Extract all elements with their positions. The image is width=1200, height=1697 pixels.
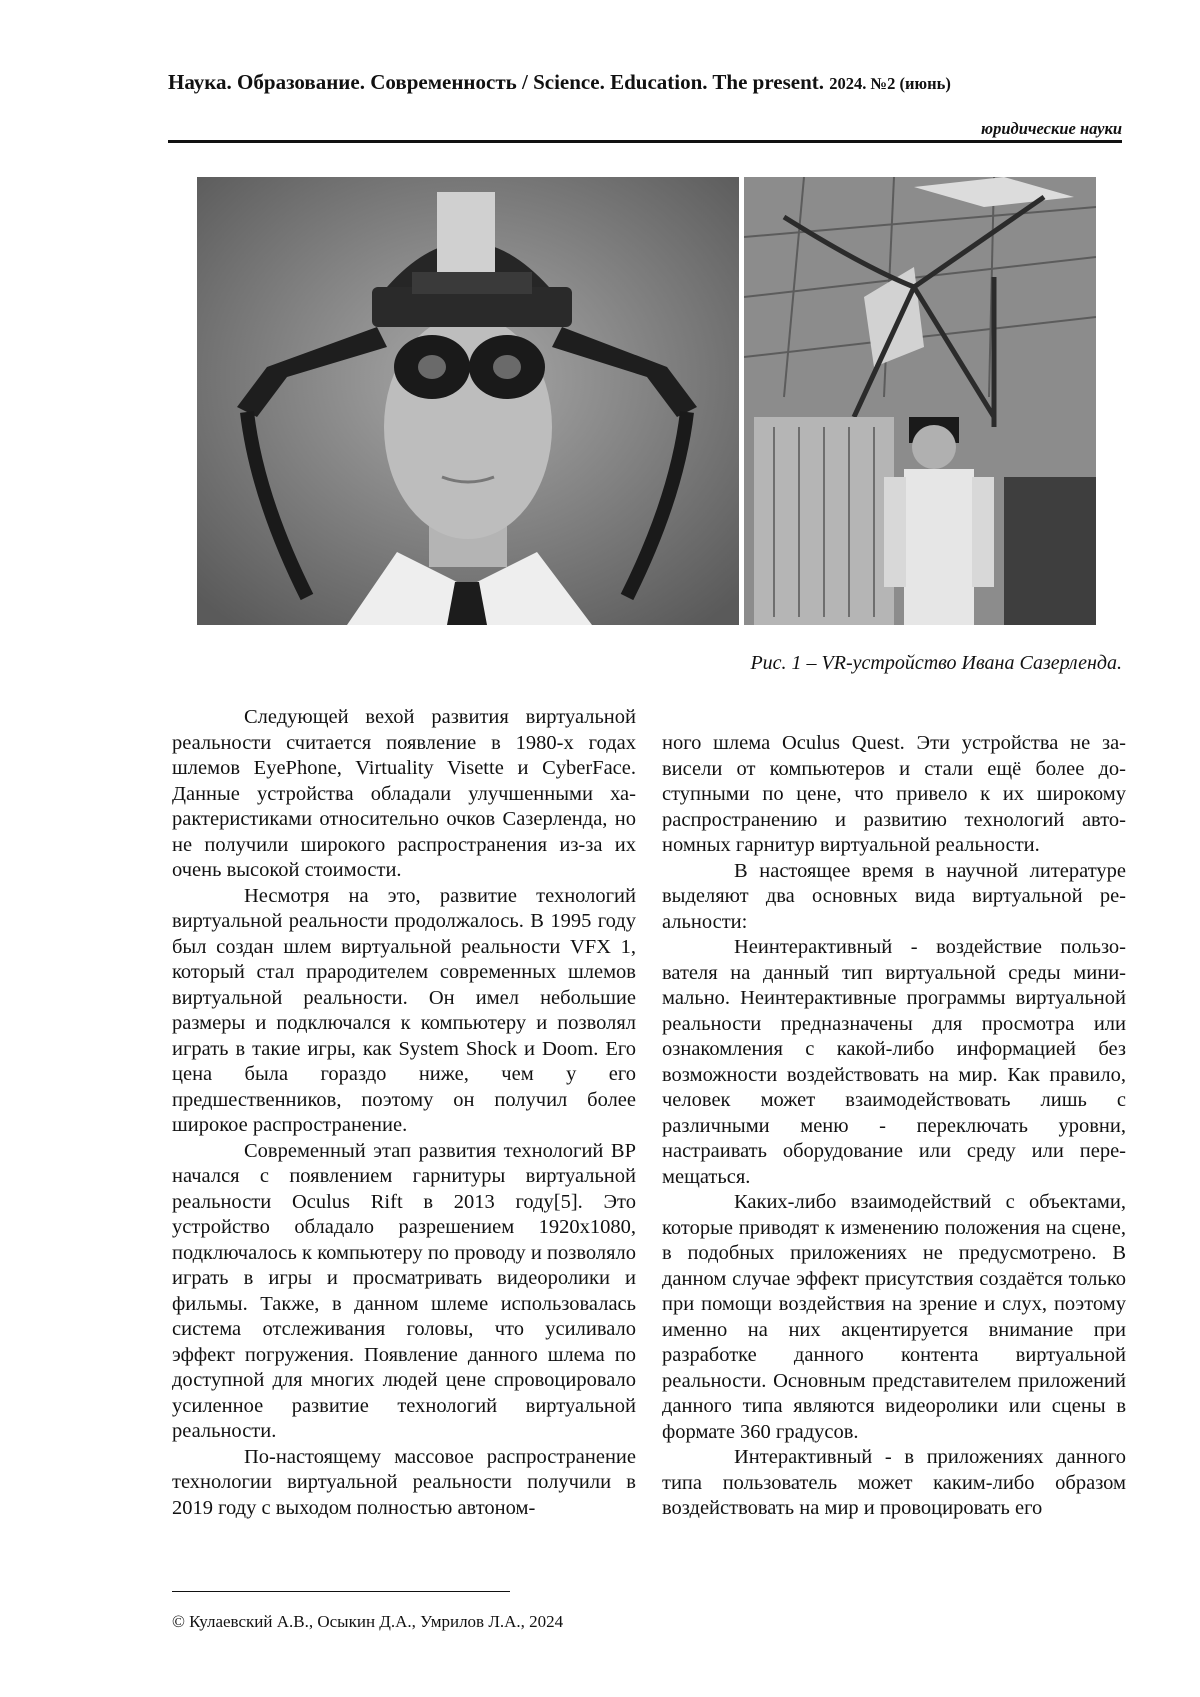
- paragraph: Интерактивный - в приложениях данного типа пользователь может каким-либо образом воздействовать на мир и провоцировать его: [662, 1446, 1126, 1519]
- journal-issue: 2024. №2 (июнь): [829, 74, 951, 93]
- journal-header: [168, 70, 1122, 95]
- paragraph: Несмотря на это, развитие технологий виртуальной реальности продолжалось. В 1995 году был создан шлем виртуальной реальности VFX 1, который стал прародителем современных шлемов виртуальной реальности. Он имел небольшие размеры и подключался к компьютеру и позволял играть в такие игры, как System Shock и Doom. Его цена была гораздо ниже, чем у его предшественников, поэтому он получил более широкое распространение.: [172, 884, 636, 1136]
- figure-caption: Рис. 1 – VR-устройство Ивана Сазерленда.: [750, 652, 1122, 674]
- right-text-column: [662, 731, 1126, 1522]
- paragraph-continuation: ного шлема Oculus Quest. Эти устройства не зависели от компьютеров и стали ещё более доступными по цене, что привело к их широкому распространению и развитию технологий автономных гарнитур виртуальной реальности.: [662, 732, 1126, 856]
- paragraph: Следующей вехой развития виртуальной реальности считается появление в 1980-х годах шлемов EyePhone, Virtuality Visette и CyberFace. Данные устройства обладали улучшенными характеристиками относительно очков Сазерленда, но не получили широкого распространения из-за их очень высокой стоимости.: [172, 706, 636, 881]
- paragraph: По-настоящему массовое распространение технологии виртуальной реальности получили в 2019 году с выходом полностью автоном-: [172, 1445, 636, 1519]
- left-text-column: [172, 705, 636, 1521]
- footnote-divider: [172, 1591, 510, 1592]
- copyright-footnote: © Кулаевский А.В., Осыкин Д.А., Умрилов Л.А., 2024: [172, 1612, 564, 1631]
- figure-photo-headset: [197, 177, 739, 625]
- paragraph: Каких-либо взаимодействий с объектами, которые приводят к изменению положения на сцене, в подобных приложениях не предусмотрено. В данном случае эффект присутствия создаётся только при помощи воздействия на зрение и слух, поэтому именно на них акцентируется внимание при разработке данного контента виртуальной реальности. Основным представителем приложений данного типа являются видеоролики или сцены в формате 360 градусов.: [662, 1191, 1126, 1443]
- header-divider: [168, 140, 1122, 143]
- paragraph: Неинтерактивный - воздействие пользователя на данный тип виртуальной среды минимально. Неинтерактивные программы виртуальной реальности предназначены для просмотра или ознакомления с какой-либо информацией без возможности воздействовать на мир. Как правило, человек может взаимодействовать лишь с различными меню - переключать уровни, настраивать оборудование или среду или перемещаться.: [662, 936, 1126, 1188]
- journal-title: Наука. Образование. Современность / Science. Education. The present.: [168, 70, 825, 94]
- figure-photo-apparatus: [744, 177, 1096, 625]
- paragraph: Современный этап развития технологий ВР начался с появлением гарнитуры виртуальной реальности Oculus Rift в 2013 году[5]. Это устройство обладало разрешением 1920x1080, подключалось к компьютеру по проводу и позволяло играть в игры и просматривать видеоролики и фильмы. Также, в данном шлеме использовалась система отслеживания головы, что усиливало эффект погружения. Появление данного шлема по доступной для многих людей цене спровоцировало усиленное развитие технологий виртуальной реальности.: [172, 1139, 636, 1442]
- paragraph: В настоящее время в научной литературе выделяют два основных вида виртуальной реальности:: [662, 859, 1126, 933]
- rubric-label: юридические науки: [981, 119, 1122, 138]
